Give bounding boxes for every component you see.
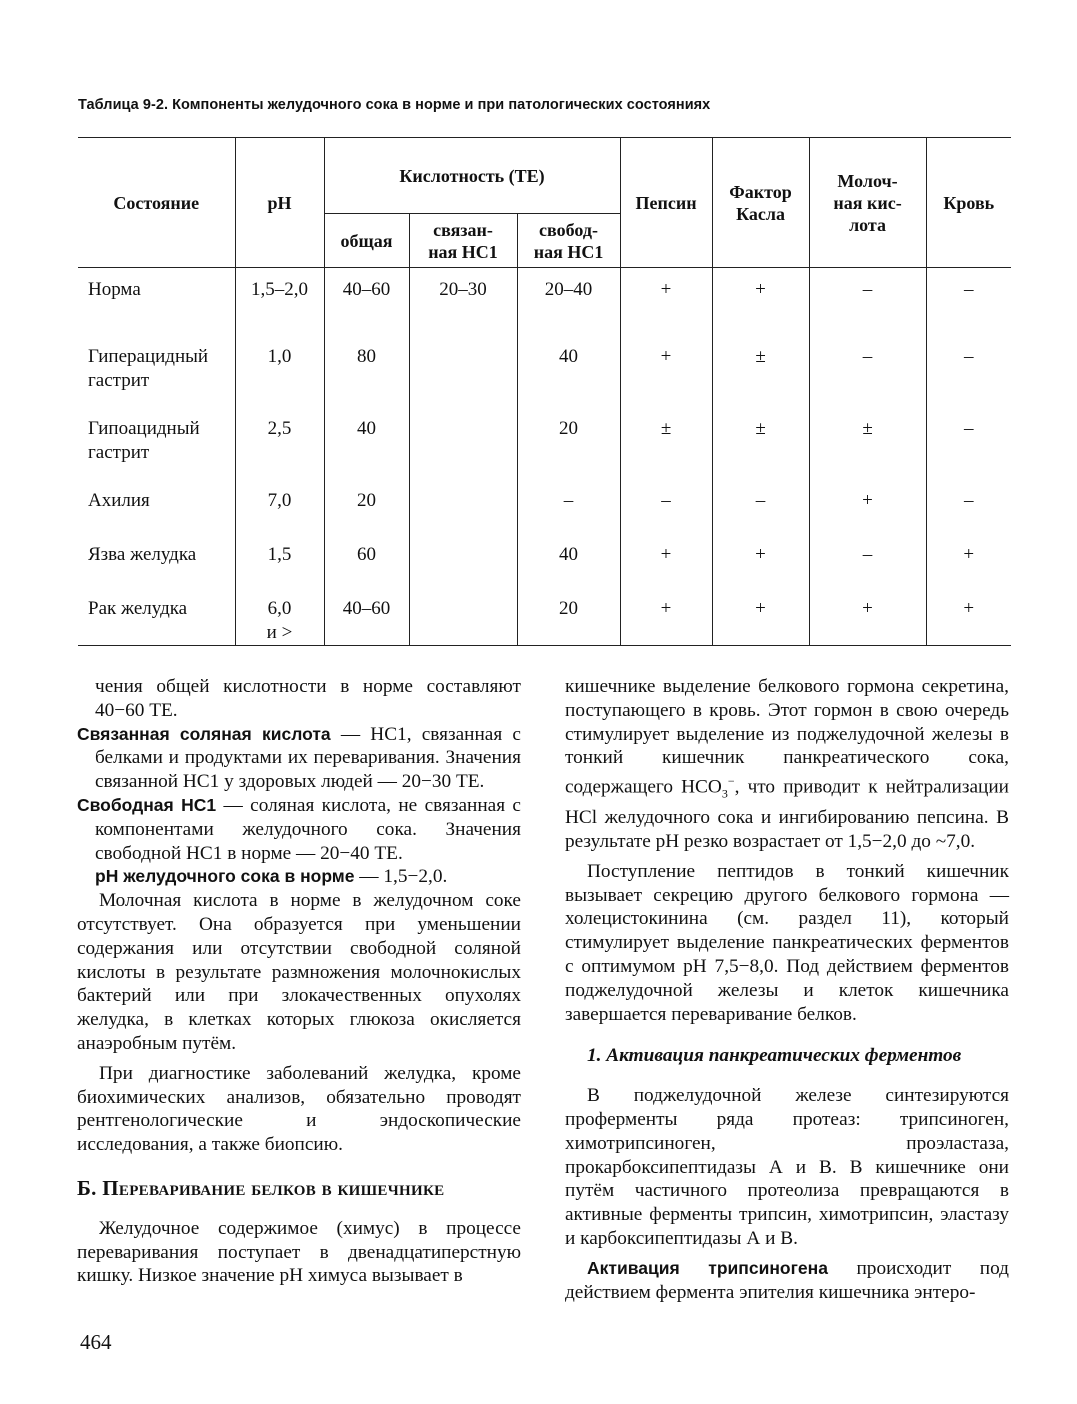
definition-free-hcl bbox=[77, 794, 521, 865]
paragraph: Молочная кислота в норме в желудочном соке отсутствует. Она образуется при уменьшении содержания или отсутствии свободной соляной кислоты в результате размножения молочнокислых бактерий или при злокачественных опухолях желудка, в клетках которых глюкоза окисляется анаэробным путём. bbox=[77, 890, 521, 1054]
cell-blood: – bbox=[926, 268, 1011, 335]
cell-pepsin: + bbox=[620, 335, 712, 407]
text-run: , что приводит к нейтрализации HCl желудочного сока и ингибированию пепсина. В результате pH резко возрастает от 1,5−2,0 до ~7,0. bbox=[565, 776, 1009, 853]
cell-ph bbox=[235, 587, 324, 646]
cell-total: 40 bbox=[324, 407, 409, 479]
cell-bound bbox=[409, 587, 517, 646]
cell-castle: + bbox=[712, 268, 809, 335]
cell-blood: – bbox=[926, 335, 1011, 407]
header-condition: Состояние bbox=[78, 138, 235, 268]
cell-ph: 7,0 bbox=[235, 479, 324, 533]
cell-ph: 1,5 bbox=[235, 533, 324, 587]
cell-free: 20 bbox=[517, 587, 620, 646]
paragraph: При диагностике заболеваний желудка, кроме биохимических анализов, обязательно проводят рентгенологические и эндоскопические исследования, а также биопсию. bbox=[77, 1062, 521, 1156]
definition-ph bbox=[77, 865, 521, 889]
cell-pepsin: + bbox=[620, 268, 712, 335]
cell-condition: Язва желудка bbox=[88, 543, 197, 565]
cell-pepsin: – bbox=[620, 479, 712, 533]
cell-ph: 2,5 bbox=[235, 407, 324, 479]
cell-condition: Ахилия bbox=[88, 489, 150, 511]
cell-condition: Норма bbox=[88, 279, 141, 300]
cell-condition: Гипоацидный гастрит bbox=[88, 417, 200, 463]
cell-bound bbox=[409, 479, 517, 533]
header-ph: pH bbox=[235, 138, 324, 268]
subsection-heading: 1. Активация панкреатических ферментов bbox=[587, 1045, 962, 1067]
paragraph: В поджелудочной железе синтезируются проферменты ряда протеаз: трипсиноген, химотрипсиноген, проэластаза, прокарбоксипептидазы А и В. В кишечнике они путём частичного протеолиза превращаются в активные ферменты трипсин, химотрипсин, эластазу и карбоксипептидазы А и В. bbox=[565, 1085, 1009, 1250]
definition-text: — 1,5−2,0. bbox=[354, 866, 448, 888]
cell-castle: – bbox=[712, 479, 809, 533]
cell-castle: + bbox=[712, 533, 809, 587]
cell-ph: 1,0 bbox=[235, 335, 324, 407]
cell-ph: 1,5–2,0 bbox=[235, 268, 324, 335]
paragraph bbox=[565, 1257, 1009, 1305]
paragraph-text: происходит под действием фермента эпителия кишечника энтеро- bbox=[565, 1257, 1009, 1303]
cell-pepsin: + bbox=[620, 533, 712, 587]
paragraph: чения общей кислотности в норме составляют 40−60 ТЕ. bbox=[95, 676, 521, 721]
text-run: кишечнике выделение белкового гормона секретина, поступающего в кровь. Этот гормон в свою очередь стимулирует выделение из поджелудочной железы в тонкий кишечник панкреатического сока, содержащего HCO bbox=[565, 676, 1009, 798]
cell-bound: 20–30 bbox=[409, 268, 517, 335]
page-number: 464 bbox=[80, 1330, 112, 1354]
term: Свободная HC1 bbox=[77, 794, 217, 815]
paragraph bbox=[565, 675, 1009, 854]
cell-bound bbox=[409, 533, 517, 587]
cell-blood: + bbox=[926, 533, 1011, 587]
cell-total: 40–60 bbox=[324, 268, 409, 335]
cell-free: 20–40 bbox=[517, 268, 620, 335]
header-bound-hcl: связан- ная HC1 bbox=[409, 214, 517, 268]
cell-bound bbox=[409, 407, 517, 479]
table-row bbox=[78, 335, 1011, 407]
table-row bbox=[78, 587, 1011, 646]
cell-castle: ± bbox=[712, 407, 809, 479]
definition-text: — HC1, связанная с белками и продуктами их переваривания. Значения связанной HC1 у здоровых людей — 20−30 ТЕ. bbox=[95, 723, 521, 793]
table-row bbox=[78, 533, 1011, 587]
subscript: 3 bbox=[721, 786, 728, 801]
cell-free: 40 bbox=[517, 533, 620, 587]
definition-text: — соляная кислота, не связанная с компонентами желудочного сока. Значения свободной HC1 в норме — 20−40 ТЕ. bbox=[95, 794, 521, 864]
table-row bbox=[78, 268, 1011, 335]
cell-blood: + bbox=[926, 587, 1011, 646]
header-acidity: Кислотность (ТЕ) bbox=[324, 138, 620, 214]
cell-lactic: + bbox=[809, 587, 926, 646]
header-lactic-acid: Молоч- ная кис- лота bbox=[809, 138, 926, 268]
cell-lactic: – bbox=[809, 268, 926, 335]
section-heading: Б. Переваривание белков в кишечнике bbox=[77, 1175, 445, 1200]
term: Связанная соляная кислота bbox=[77, 723, 331, 744]
table-row bbox=[78, 407, 1011, 479]
cell-free: 40 bbox=[517, 335, 620, 407]
header-blood: Кровь bbox=[926, 138, 1011, 268]
cell-total: 40–60 bbox=[324, 587, 409, 646]
left-column bbox=[77, 675, 521, 1288]
cell-castle: + bbox=[712, 587, 809, 646]
right-column bbox=[565, 675, 1009, 1304]
cell-pepsin: + bbox=[620, 587, 712, 646]
header-castle-factor: Фактор Касла bbox=[712, 138, 809, 268]
cell-lactic: ± bbox=[809, 407, 926, 479]
cell-lactic: – bbox=[809, 335, 926, 407]
definition-bound-hcl bbox=[77, 723, 521, 794]
cell-total: 80 bbox=[324, 335, 409, 407]
cell-total: 60 bbox=[324, 533, 409, 587]
table-caption: Таблица 9-2. Компоненты желудочного сока в норме и при патологических состояниях bbox=[78, 97, 711, 113]
cell-free: – bbox=[517, 479, 620, 533]
cell-blood: – bbox=[926, 407, 1011, 479]
header-total: общая bbox=[324, 214, 409, 268]
cell-condition: Рак желудка bbox=[78, 587, 235, 646]
header-pepsin: Пепсин bbox=[620, 138, 712, 268]
cell-free: 20 bbox=[517, 407, 620, 479]
cell-bound bbox=[409, 335, 517, 407]
gastric-juice-table bbox=[78, 137, 1011, 646]
cell-lactic: – bbox=[809, 533, 926, 587]
header-free-hcl: свобод- ная HC1 bbox=[517, 214, 620, 268]
cell-total: 20 bbox=[324, 479, 409, 533]
cell-pepsin: ± bbox=[620, 407, 712, 479]
term: Активация трипсиногена bbox=[587, 1257, 828, 1278]
cell-ph-suffix: и > bbox=[266, 621, 293, 643]
cell-castle: ± bbox=[712, 335, 809, 407]
table-row bbox=[78, 479, 1011, 533]
paragraph: Желудочное содержимое (химус) в процессе переваривания поступает в двенадцатиперстную кишку. Низкое значение pH химуса вызывает в bbox=[77, 1217, 521, 1287]
cell-ph-value: 6,0 bbox=[267, 597, 292, 619]
term: pH желудочного сока в норме bbox=[95, 866, 355, 887]
paragraph: Поступление пептидов в тонкий кишечник вызывает секрецию другого белкового гормона — холецистокинина (см. раздел 11), который стимулирует выделение панкреатических ферментов с оптимумом pH 7,5−8,0. Под действием ферментов поджелудочной железы и клеток кишечника завершается переваривание белков. bbox=[565, 860, 1009, 1025]
table-container bbox=[78, 137, 1011, 646]
cell-condition: Гиперацидный гастрит bbox=[88, 345, 209, 391]
cell-lactic: + bbox=[809, 479, 926, 533]
cell-blood: – bbox=[926, 479, 1011, 533]
superscript: − bbox=[727, 774, 735, 789]
